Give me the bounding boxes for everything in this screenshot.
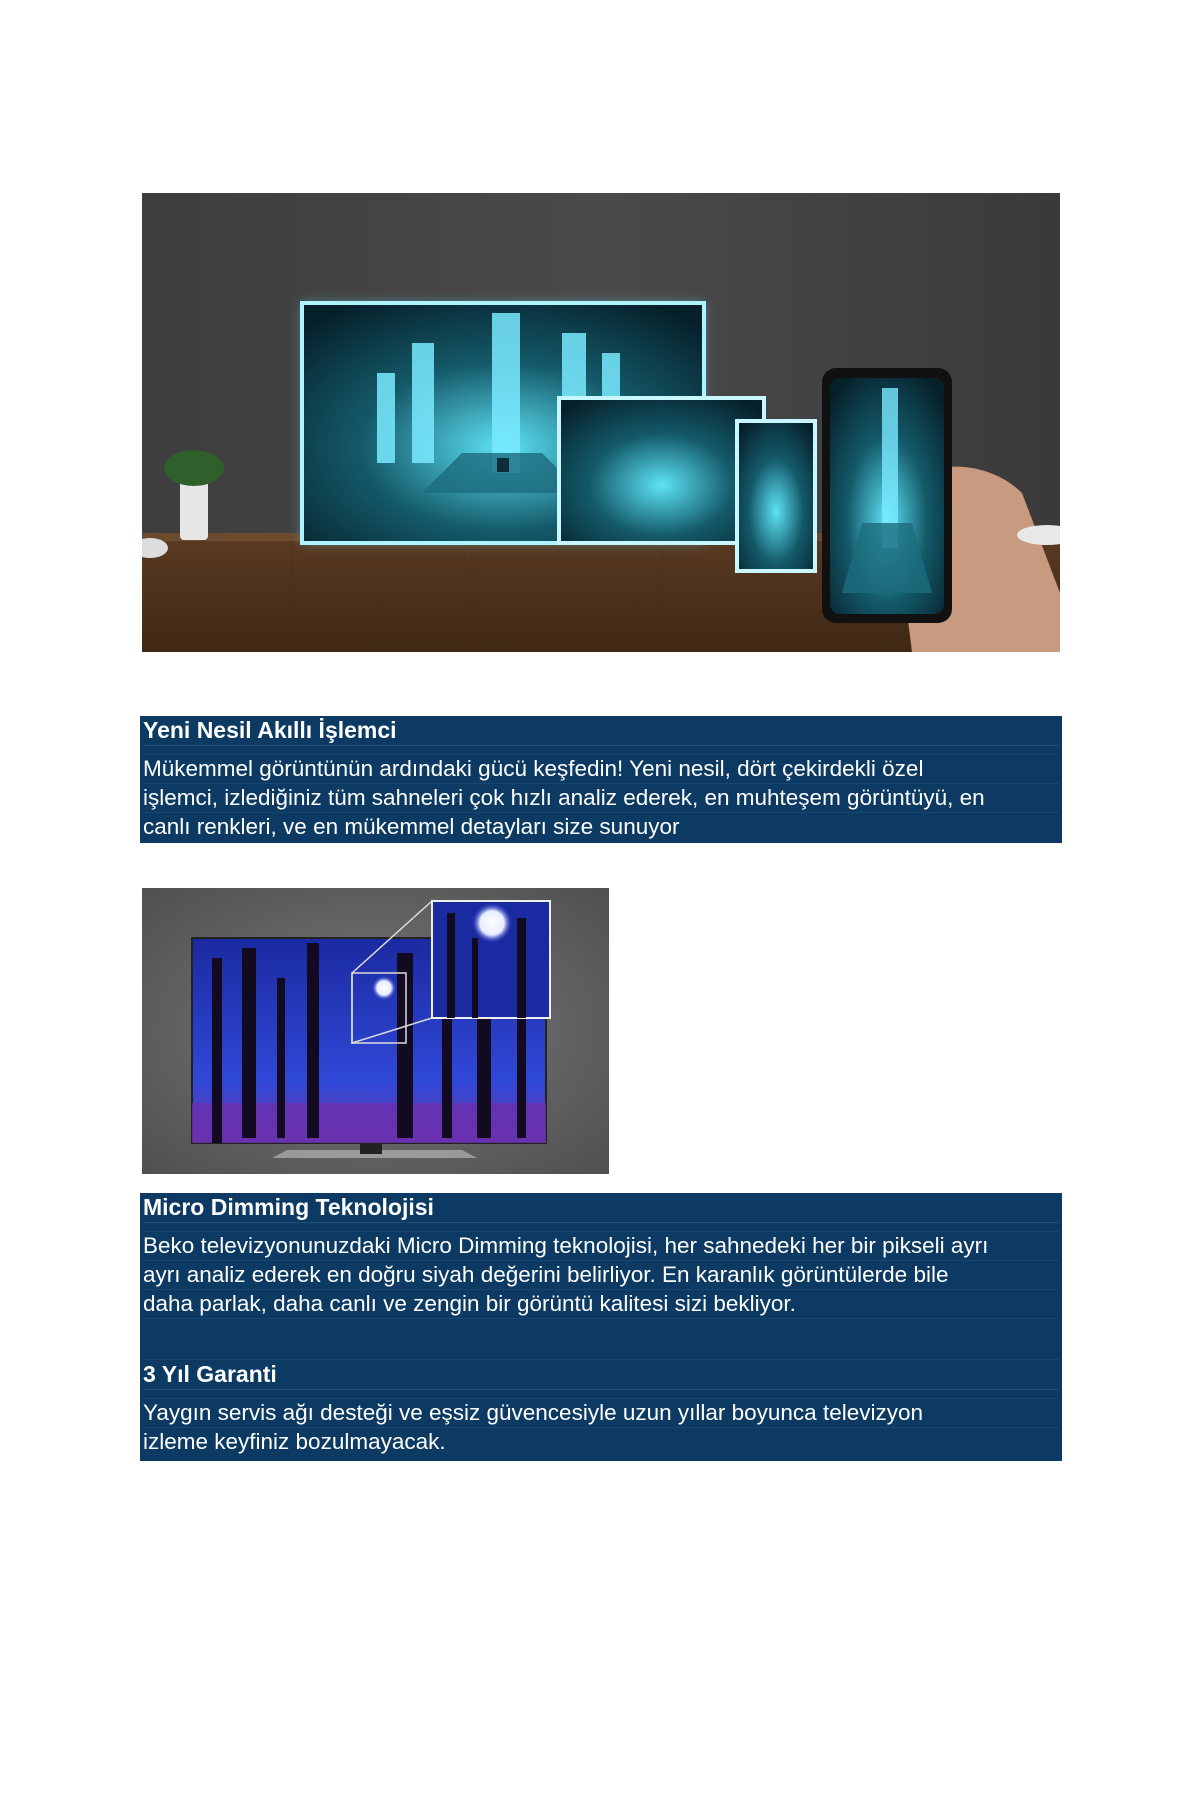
section-text-line: izleme keyfiniz bozulmayacak. [143, 1429, 446, 1454]
section-text-line: işlemci, izlediğiniz tüm sahneleri çok hızlı analiz ederek, en muhteşem görüntüyü, en [143, 784, 1059, 813]
section-text-line: Yaygın servis ağı desteği ve eşsiz güvencesiyle uzun yıllar boyunca televizyon [143, 1399, 1059, 1428]
section-text-line: canlı renkleri, ve en mükemmel detayları size sunuyor [143, 814, 680, 839]
section-text-line: ayrı analiz ederek en doğru siyah değerini belirliyor. En karanlık görüntülerde bile [143, 1261, 1059, 1290]
section-processor [140, 716, 1062, 843]
section-title: 3 Yıl Garanti [143, 1360, 1059, 1390]
divider [143, 1223, 1059, 1232]
micro-dimming-image [142, 888, 609, 1174]
section-title: Micro Dimming Teknolojisi [143, 1193, 1059, 1223]
section-text-line: daha parlak, daha canlı ve zengin bir görüntü kalitesi sizi bekliyor. [143, 1290, 1059, 1319]
section-title: Yeni Nesil Akıllı İşlemci [143, 716, 1059, 746]
section-text-line: Beko televizyonunuzdaki Micro Dimming teknolojisi, her sahnedeki her bir pikseli ayrı [143, 1232, 1059, 1261]
section-text-line: Mükemmel görüntünün ardındaki gücü keşfedin! Yeni nesil, dört çekirdekli özel [143, 755, 1059, 784]
divider [143, 1319, 1059, 1360]
divider [143, 746, 1059, 755]
divider [143, 1390, 1059, 1399]
section-dimming-warranty [140, 1193, 1062, 1461]
hero-image [142, 193, 1060, 652]
